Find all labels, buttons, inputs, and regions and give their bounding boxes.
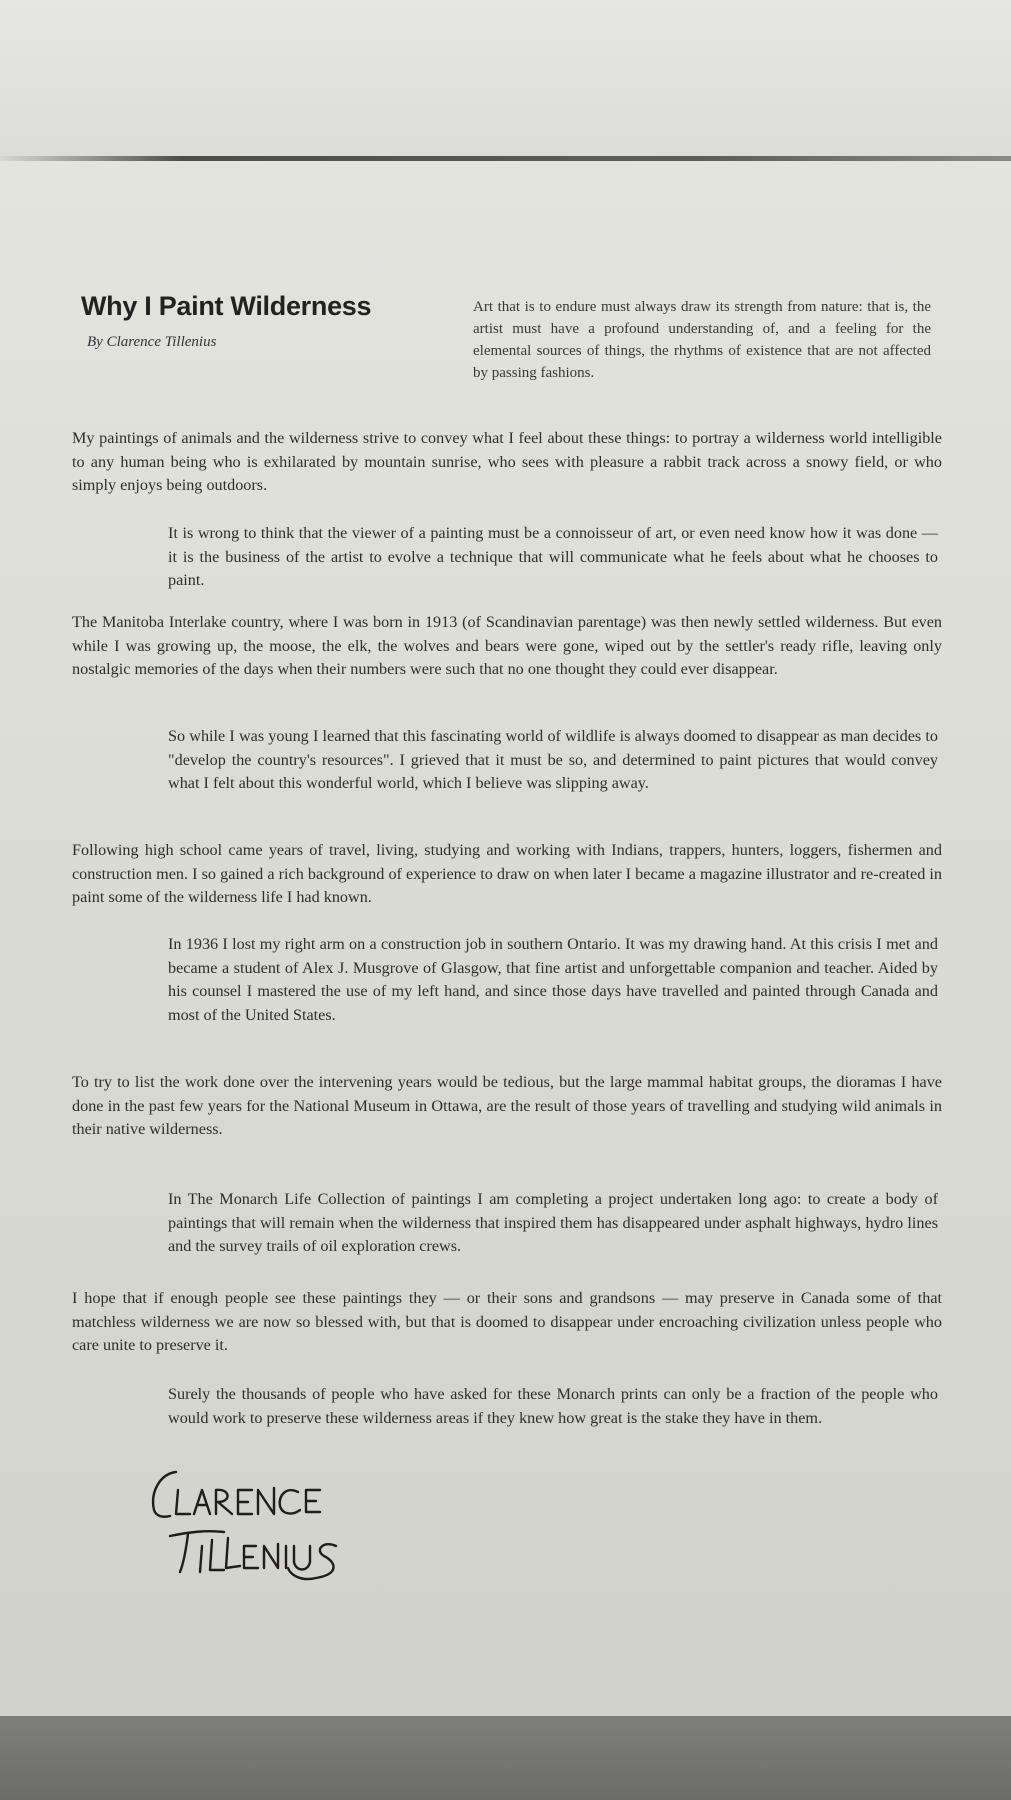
article-title: Why I Paint Wilderness [81, 291, 372, 321]
paragraph-2: It is wrong to think that the viewer of a painting must be a connoisseur of art, or even need know how it was done — it is the business of the artist to evolve a technique that will communicate what he feels about what he chooses to paint. [168, 524, 938, 589]
page-top-edge [0, 156, 1011, 161]
paragraph-8: In The Monarch Life Collection of paintings I am completing a project undertaken long ago: to create a body of paintings that will remain when the wilderness that inspired them has disappeared under asphalt highways, hydro lines and the survey trails of oil exploration crews. [168, 1190, 938, 1255]
paragraph-6: In 1936 I lost my right arm on a construction job in southern Ontario. It was my drawing hand. At this crisis I met and became a student of Alex J. Musgrove of Glasgow, that fine artist and unforgettable companion and teacher. Aided by his counsel I mastered the use of my left hand, and since those days have travelled and painted through Canada and most of the United States. [168, 935, 938, 1024]
paragraph-1: My paintings of animals and the wilderness strive to convey what I feel about these things: to portray a wilderness world intelligible to any human being who is exhilarated by mountain sunrise, who sees with pleasure a rabbit track across a snowy field, or who simply enjoys being outdoors. [72, 429, 942, 494]
intro-quote: Art that is to endure must always draw its strength from nature: that is, the artist must have a profound understanding of, and a feeling for the elemental sources of things, the rhythms of existence that are not affected by passing fashions. [473, 299, 931, 381]
paragraph-10: Surely the thousands of people who have asked for these Monarch prints can only be a fraction of the people who would work to preserve these wilderness areas if they knew how great is the stake they have in them. [168, 1385, 938, 1427]
author-byline: By Clarence Tillenius [87, 334, 217, 350]
background-surface-top [0, 0, 1011, 160]
background-surface-bottom [0, 1716, 1011, 1800]
handwritten-signature [140, 1462, 380, 1592]
paragraph-7: To try to list the work done over the intervening years would be tedious, but the large mammal habitat groups, the dioramas I have done in the past few years for the National Museum in Ottawa, are the result of those years of travelling and studying wild animals in their native wilderness. [72, 1073, 942, 1138]
paragraph-3: The Manitoba Interlake country, where I was born in 1913 (of Scandinavian parentage) was then newly settled wilderness. But even while I was growing up, the moose, the elk, the wolves and bears were gone, wiped out by the settler's ready rifle, leaving only nostalgic memories of the days when their numbers were such that no one thought they could ever disappear. [72, 613, 942, 678]
paragraph-5: Following high school came years of travel, living, studying and working with Indians, trappers, hunters, loggers, fishermen and construction men. I so gained a rich background of experience to draw on when later I became a magazine illustrator and re-created in paint some of the wilderness life I had known. [72, 841, 942, 906]
paragraph-4: So while I was young I learned that this fascinating world of wildlife is always doomed to disappear as man decides to "develop the country's resources". I grieved that it must be so, and determined to paint pictures that would convey what I felt about this wonderful world, which I believe was slipping away. [168, 727, 938, 792]
paragraph-9: I hope that if enough people see these paintings they — or their sons and grandsons — may preserve in Canada some of that matchless wilderness we are now so blessed with, but that is doomed to disappear under encroaching civilization unless people who care unite to preserve it. [72, 1289, 942, 1354]
